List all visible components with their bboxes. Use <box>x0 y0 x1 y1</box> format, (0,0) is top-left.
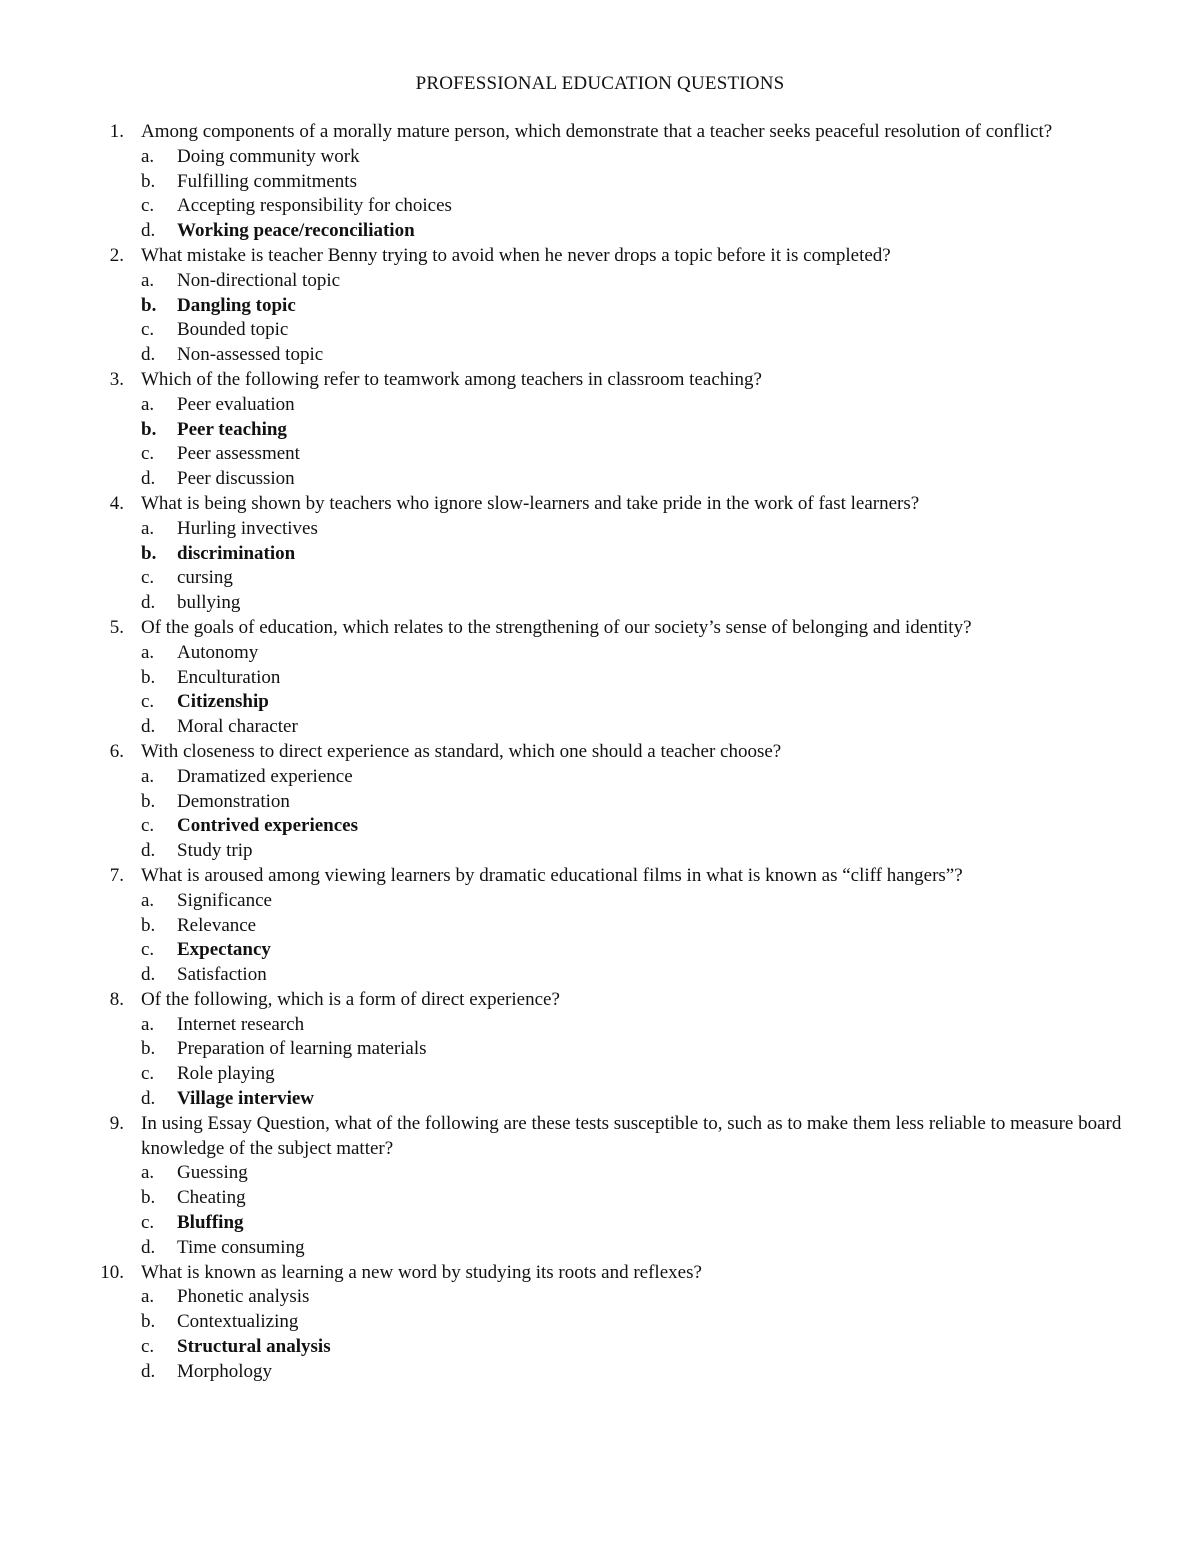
option-item <box>0 715 1200 740</box>
question-text: What is known as learning a new word by studying its roots and reflexes? <box>141 1261 702 1283</box>
option-letter: a. <box>141 889 155 911</box>
option-letter: b. <box>141 1038 156 1060</box>
question-number: 6. <box>109 740 124 762</box>
option-letter: a. <box>141 393 155 415</box>
question-item <box>0 616 1200 740</box>
option-item <box>0 1013 1200 1038</box>
option-letter: b. <box>141 914 156 936</box>
option-text: Guessing <box>177 1162 248 1184</box>
answer-option <box>0 814 1200 839</box>
question-item <box>0 244 1200 368</box>
question-list <box>0 120 1200 1385</box>
option-item <box>0 194 1200 219</box>
question-text: What is being shown by teachers who ignore slow-learners and take pride in the work of fast learners? <box>141 492 920 514</box>
answer-option <box>0 1211 1200 1236</box>
question-item <box>0 1112 1200 1261</box>
question-row <box>0 1112 1200 1162</box>
option-item <box>0 1236 1200 1261</box>
option-item <box>0 1186 1200 1211</box>
option-letter: b. <box>141 1311 156 1333</box>
option-letter: c. <box>141 319 155 341</box>
option-letter: c. <box>141 939 155 961</box>
option-item <box>0 1310 1200 1335</box>
option-text: Working peace/reconciliation <box>177 220 415 242</box>
option-text: Expectancy <box>177 939 271 961</box>
option-text: Relevance <box>177 914 257 936</box>
question-number: 5. <box>109 616 124 638</box>
option-item <box>0 1285 1200 1310</box>
question-number: 1. <box>109 121 124 142</box>
question-text: What mistake is teacher Benny trying to avoid when he never drops a topic before it is completed? <box>141 244 891 266</box>
question-number: 7. <box>109 864 124 886</box>
option-text: Contrived experiences <box>177 815 358 837</box>
question-row <box>0 492 1200 517</box>
option-item <box>0 914 1200 939</box>
option-text: Satisfaction <box>177 964 267 986</box>
question-number: 8. <box>109 988 124 1010</box>
option-letter: a. <box>141 145 155 167</box>
option-item <box>0 1062 1200 1087</box>
option-letter: c. <box>141 567 155 589</box>
question-text: What is aroused among viewing learners by dramatic educational films in what is known as “cliff hangers”? <box>141 864 963 886</box>
page-title: PROFESSIONAL EDUCATION QUESTIONS <box>415 73 785 94</box>
question-row <box>0 1261 1200 1286</box>
option-letter: b. <box>141 790 156 812</box>
option-item <box>0 1360 1200 1385</box>
option-item <box>0 1037 1200 1062</box>
option-text: Hurling invectives <box>177 517 318 539</box>
answer-option <box>0 294 1200 319</box>
option-text: Morphology <box>177 1360 272 1382</box>
option-item <box>0 641 1200 666</box>
option-letter: c. <box>141 195 155 217</box>
option-text: Cheating <box>177 1187 246 1209</box>
option-letter: d. <box>141 592 156 614</box>
option-text: Internet research <box>177 1013 305 1035</box>
option-letter: d. <box>141 1360 156 1382</box>
option-item <box>0 269 1200 294</box>
option-text: Bounded topic <box>177 319 289 341</box>
question-text: Among components of a morally mature person, which demonstrate that a teacher seeks peaceful resolution of conflict? <box>141 121 1053 142</box>
question-row <box>0 120 1200 145</box>
question-number: 9. <box>109 1112 124 1134</box>
option-text: Preparation of learning materials <box>177 1038 427 1060</box>
option-text: Dangling topic <box>177 294 296 316</box>
option-text: bullying <box>177 592 241 614</box>
option-text: Role playing <box>177 1063 275 1085</box>
question-number: 2. <box>109 244 124 266</box>
question-row <box>0 740 1200 765</box>
option-letter: d. <box>141 840 156 862</box>
question-row <box>0 988 1200 1013</box>
option-item <box>0 591 1200 616</box>
answer-option <box>0 418 1200 443</box>
option-text: Demonstration <box>177 790 290 812</box>
question-text: Which of the following refer to teamwork among teachers in classroom teaching? <box>141 368 762 390</box>
question-item <box>0 368 1200 492</box>
question-text: Of the goals of education, which relates to the strengthening of our society’s sense of belonging and identity? <box>141 616 972 638</box>
option-item <box>0 145 1200 170</box>
option-letter: a. <box>141 269 155 291</box>
option-item <box>0 318 1200 343</box>
question-number: 3. <box>109 368 124 390</box>
option-letter: b. <box>141 294 157 316</box>
question-text: With closeness to direct experience as standard, which one should a teacher choose? <box>141 740 782 762</box>
question-item <box>0 740 1200 864</box>
option-letter: a. <box>141 765 155 787</box>
question-row <box>0 368 1200 393</box>
question-text: Of the following, which is a form of direct experience? <box>141 988 560 1010</box>
option-letter: c. <box>141 815 155 837</box>
option-letter: c. <box>141 691 155 713</box>
option-text: Peer teaching <box>177 418 287 440</box>
question-row <box>0 244 1200 269</box>
option-text: Autonomy <box>177 641 259 663</box>
question-row <box>0 864 1200 889</box>
question-item <box>0 1261 1200 1385</box>
option-text: Moral character <box>177 716 298 738</box>
option-item <box>0 889 1200 914</box>
option-letter: c. <box>141 1336 155 1358</box>
option-item <box>0 467 1200 492</box>
option-text: Doing community work <box>177 145 360 167</box>
option-text: Significance <box>177 889 272 911</box>
option-letter: a. <box>141 517 155 539</box>
answer-option <box>0 542 1200 567</box>
option-letter: b. <box>141 1187 156 1209</box>
option-letter: c. <box>141 443 155 465</box>
option-letter: c. <box>141 1212 155 1234</box>
option-text: Study trip <box>177 840 253 862</box>
option-item <box>0 1161 1200 1186</box>
option-letter: a. <box>141 1286 155 1308</box>
answer-option <box>0 219 1200 244</box>
option-text: Contextualizing <box>177 1311 299 1333</box>
option-text: Enculturation <box>177 666 281 688</box>
option-letter: d. <box>141 716 156 738</box>
question-item <box>0 120 1200 244</box>
option-text: Citizenship <box>177 691 269 713</box>
option-letter: a. <box>141 641 155 663</box>
option-item <box>0 839 1200 864</box>
option-text: cursing <box>177 567 233 589</box>
option-letter: a. <box>141 1162 155 1184</box>
option-text: Non-directional topic <box>177 269 341 291</box>
option-item <box>0 170 1200 195</box>
option-letter: d. <box>141 468 156 490</box>
option-letter: c. <box>141 1063 155 1085</box>
option-item <box>0 666 1200 691</box>
option-letter: b. <box>141 170 156 192</box>
option-item <box>0 790 1200 815</box>
option-item <box>0 963 1200 988</box>
option-item <box>0 343 1200 368</box>
question-row <box>0 616 1200 641</box>
question-item <box>0 492 1200 616</box>
answer-option <box>0 1335 1200 1360</box>
option-item <box>0 442 1200 467</box>
question-number: 10. <box>100 1261 124 1283</box>
answer-option <box>0 938 1200 963</box>
option-item <box>0 517 1200 542</box>
option-text: Peer assessment <box>177 443 300 465</box>
question-item <box>0 864 1200 988</box>
option-item <box>0 393 1200 418</box>
option-item <box>0 765 1200 790</box>
option-letter: d. <box>141 964 156 986</box>
option-text: Peer discussion <box>177 468 295 490</box>
option-text: Time consuming <box>177 1236 305 1258</box>
option-text: discrimination <box>177 542 296 564</box>
option-text: Fulfilling commitments <box>177 170 357 192</box>
option-text: Bluffing <box>177 1212 244 1234</box>
question-text: In using Essay Question, what of the following are these tests susceptible to, such as to make them less reliable to measure board knowledge of the subject matter? <box>141 1112 1122 1159</box>
option-text: Village interview <box>177 1088 315 1110</box>
option-text: Structural analysis <box>177 1336 331 1358</box>
answer-option <box>0 690 1200 715</box>
option-letter: a. <box>141 1013 155 1035</box>
option-text: Peer evaluation <box>177 393 295 415</box>
question-item <box>0 988 1200 1112</box>
answer-option <box>0 1087 1200 1112</box>
option-letter: d. <box>141 1236 156 1258</box>
option-item <box>0 566 1200 591</box>
option-letter: d. <box>141 344 156 366</box>
option-letter: b. <box>141 418 157 440</box>
question-number: 4. <box>109 492 124 514</box>
option-letter: b. <box>141 542 157 564</box>
option-letter: d. <box>141 1088 156 1110</box>
option-text: Dramatized experience <box>177 765 353 787</box>
option-text: Accepting responsibility for choices <box>177 195 452 217</box>
option-text: Phonetic analysis <box>177 1286 310 1308</box>
option-letter: b. <box>141 666 156 688</box>
option-letter: d. <box>141 220 156 242</box>
option-text: Non-assessed topic <box>177 344 324 366</box>
